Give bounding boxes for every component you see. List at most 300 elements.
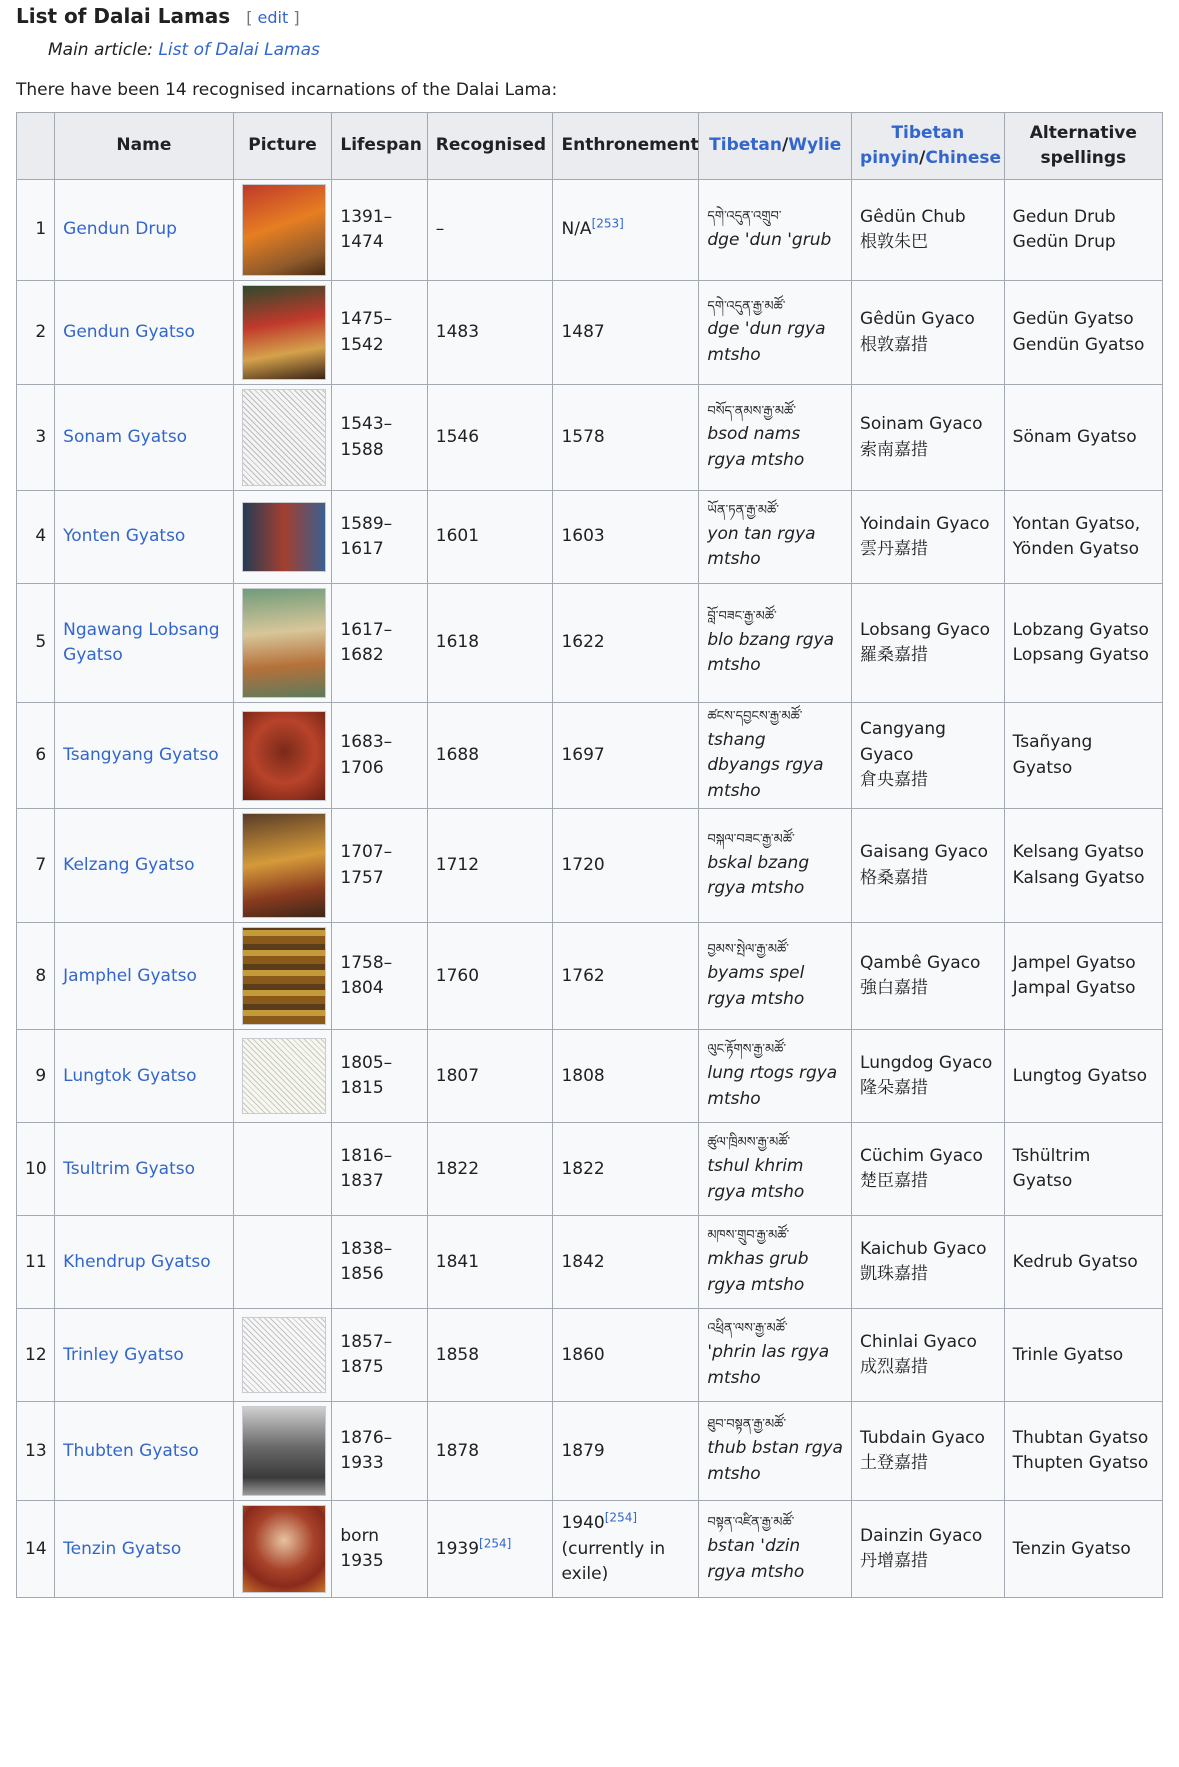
enthronement-value: 1578 <box>561 426 605 447</box>
recognised-cell <box>427 1123 553 1216</box>
alt-spelling-2: Gendün Gyatso <box>1012 334 1145 355</box>
enthronement-cell <box>553 1402 699 1501</box>
recognised-cell <box>427 1030 553 1123</box>
picture-cell <box>233 1309 332 1402</box>
enthronement-cell <box>553 1216 699 1309</box>
alt-spellings-cell <box>1004 180 1162 281</box>
wylie-text: byams spel rgya mtsho <box>707 963 805 1009</box>
lifespan-cell: 1758–1804 <box>332 923 427 1030</box>
alt-spelling-1: Yontan Gyatso, <box>1012 513 1141 534</box>
enthronement-cell <box>553 385 699 491</box>
chinese-text: 凱珠嘉措 <box>860 1264 929 1285</box>
chinese-text: 羅桑嘉措 <box>860 645 929 665</box>
lifespan-cell: 1707–1757 <box>332 809 427 923</box>
enthronement-cell <box>553 491 699 584</box>
tibetan-script: ཐུབ་བསྟན་རྒྱ་མཚོ་ <box>707 1417 787 1433</box>
pinyin-text: Kaichub Gyaco <box>860 1238 987 1259</box>
tibetan-wylie-cell <box>699 1216 852 1309</box>
table-row <box>17 584 1163 703</box>
recognised-value: 1618 <box>435 632 480 653</box>
table-row <box>17 1216 1163 1309</box>
portrait-thumbnail[interactable] <box>242 184 326 276</box>
wylie-text: dge 'dun 'grub <box>707 229 832 250</box>
enthronement-ref-link[interactable]: [254] <box>604 1510 638 1525</box>
picture-cell <box>233 1402 332 1501</box>
name-cell <box>55 584 233 703</box>
wylie-text: bsod nams rgya mtsho <box>707 424 805 470</box>
table-row <box>17 809 1163 923</box>
pinyin-chinese-cell <box>852 1309 1005 1402</box>
pinyin-chinese-cell <box>852 1123 1005 1216</box>
name-cell <box>55 180 233 281</box>
pinyin-chinese-cell <box>852 703 1005 809</box>
recognised-cell <box>427 1402 553 1501</box>
enthronement-value: 1762 <box>561 965 605 986</box>
tibetan-wylie-cell <box>699 180 852 281</box>
lama-name-link[interactable]: Sonam Gyatso <box>63 426 188 447</box>
alt-spellings-cell <box>1004 809 1162 923</box>
table-row <box>17 180 1163 281</box>
enthronement-value: 1879 <box>561 1440 605 1461</box>
enthronement-value: 1603 <box>561 526 605 547</box>
lifespan-cell: 1838–1856 <box>332 1216 427 1309</box>
row-number: 5 <box>17 584 55 703</box>
lama-name-link[interactable]: Jamphel Gyatso <box>63 965 197 986</box>
picture-cell <box>233 281 332 385</box>
row-number: 10 <box>17 1123 55 1216</box>
recognised-ref-link[interactable]: [254] <box>479 1535 512 1550</box>
wylie-text: tshang dbyangs rgya mtsho <box>707 729 824 801</box>
col-recognised-header[interactable]: Recognised <box>427 113 553 180</box>
row-number: 11 <box>17 1216 55 1309</box>
wylie-text: thub bstan rgya mtsho <box>707 1438 843 1484</box>
portrait-thumbnail[interactable] <box>242 588 326 698</box>
wylie-text: dge 'dun rgya mtsho <box>707 319 826 365</box>
name-cell <box>55 923 233 1030</box>
col-name-header[interactable]: Name <box>55 113 233 180</box>
wylie-text: bskal bzang rgya mtsho <box>707 852 810 899</box>
chinese-text: 倉央嘉措 <box>860 770 929 791</box>
alt-spellings-cell <box>1004 1501 1162 1598</box>
alt-spelling-2: Jampal Gyatso <box>1012 978 1136 999</box>
col-tibetan-header: Tibetan/Wylie <box>699 113 852 180</box>
tibetan-wylie-cell <box>699 1309 852 1402</box>
pinyin-text: Dainzin Gyaco <box>860 1525 983 1546</box>
chinese-text: 雲丹嘉措 <box>860 539 929 559</box>
hatnote-prefix: Main article: <box>48 40 154 60</box>
recognised-value: 1878 <box>435 1440 480 1461</box>
enthronement-cell <box>553 180 699 281</box>
recognised-cell <box>427 180 553 281</box>
alt-spellings-cell <box>1004 385 1162 491</box>
lifespan-cell: 1805–1815 <box>332 1030 427 1123</box>
section-title: List of Dalai Lamas <box>16 4 231 28</box>
recognised-cell <box>427 584 553 703</box>
recognised-value: 1858 <box>435 1344 480 1365</box>
alt-spelling-1: Kedrub Gyatso <box>1012 1251 1138 1272</box>
recognised-cell <box>427 923 553 1030</box>
row-number: 1 <box>17 180 55 281</box>
tibetan-script: བསྐལ་བཟང་རྒྱ་མཚོ་ <box>707 831 795 847</box>
picture-cell <box>233 1216 332 1309</box>
picture-cell <box>233 1030 332 1123</box>
edit-section: [ edit ] <box>246 8 300 27</box>
tibetan-pinyin-header-link-top[interactable]: Tibetan <box>891 122 965 143</box>
main-article-link[interactable]: List of Dalai Lamas <box>158 40 320 60</box>
recognised-value: 1546 <box>435 426 480 447</box>
recognised-cell <box>427 385 553 491</box>
chinese-text: 根敦朱巴 <box>860 232 929 252</box>
wylie-text: bstan 'dzin rgya mtsho <box>707 1536 805 1582</box>
alt-spelling-1: Gedün Gyatso <box>1012 309 1134 329</box>
picture-cell <box>233 703 332 809</box>
enthronement-value: 1487 <box>561 321 605 342</box>
table-row <box>17 491 1163 584</box>
table-row <box>17 281 1163 385</box>
pinyin-text: Tubdain Gyaco <box>860 1427 985 1448</box>
pinyin-text: Cüchim Gyaco <box>860 1145 983 1166</box>
chinese-text: 土登嘉措 <box>860 1453 929 1474</box>
alt-spellings-cell <box>1004 1216 1162 1309</box>
wylie-text: 'phrin las rgya mtsho <box>707 1342 830 1388</box>
name-cell <box>55 809 233 923</box>
lama-name-link[interactable]: Ngawang Lobsang Gyatso <box>63 619 220 665</box>
chinese-header-link[interactable]: Chinese <box>925 148 1002 168</box>
name-cell <box>55 1309 233 1402</box>
pinyin-text: Lungdog Gyaco <box>860 1052 993 1073</box>
enthronement-cell <box>553 281 699 385</box>
row-number: 7 <box>17 809 55 923</box>
table-row <box>17 923 1163 1030</box>
lama-name-link[interactable]: Thubten Gyatso <box>63 1440 199 1461</box>
lifespan-cell: 1876–1933 <box>332 1402 427 1501</box>
chinese-text: 楚臣嘉措 <box>860 1171 929 1192</box>
alt-spelling-1: Tenzin Gyatso <box>1012 1538 1131 1559</box>
alt-spelling-1: Gedun Drub <box>1012 206 1116 227</box>
recognised-cell <box>427 1501 553 1598</box>
table-row <box>17 1123 1163 1216</box>
enthronement-ref-link[interactable]: [253] <box>591 216 624 231</box>
alt-spellings-cell <box>1004 1030 1162 1123</box>
header-row <box>17 113 1163 180</box>
table-row <box>17 1402 1163 1501</box>
enthronement-note: (currently in exile) <box>561 1538 666 1585</box>
alt-spelling-2: Kalsang Gyatso <box>1012 867 1145 888</box>
pinyin-text: Lobsang Gyaco <box>860 619 991 640</box>
tibetan-wylie-cell <box>699 281 852 385</box>
row-number: 14 <box>17 1501 55 1598</box>
tibetan-wylie-cell <box>699 1402 852 1501</box>
lifespan-cell: 1683–1706 <box>332 703 427 809</box>
recognised-value: – <box>435 219 445 240</box>
tibetan-wylie-cell <box>699 1123 852 1216</box>
alt-spelling-1: Kelsang Gyatso <box>1012 842 1144 863</box>
lama-name-link[interactable]: Yonten Gyatso <box>63 526 186 547</box>
lama-name-link[interactable]: Trinley Gyatso <box>63 1344 184 1365</box>
alt-spelling-1: Jampel Gyatso <box>1012 952 1136 973</box>
chinese-text: 隆朵嘉措 <box>860 1078 929 1099</box>
recognised-value: 1712 <box>435 855 480 876</box>
enthronement-cell <box>553 1501 699 1598</box>
pinyin-chinese-cell <box>852 584 1005 703</box>
recognised-cell <box>427 281 553 385</box>
name-cell <box>55 281 233 385</box>
picture-cell <box>233 1501 332 1598</box>
pinyin-text: Gaisang Gyaco <box>860 842 988 863</box>
pinyin-chinese-cell <box>852 385 1005 491</box>
edit-link[interactable]: edit <box>257 8 289 27</box>
pinyin-chinese-cell <box>852 809 1005 923</box>
tibetan-wylie-cell <box>699 809 852 923</box>
name-cell <box>55 703 233 809</box>
portrait-thumbnail[interactable] <box>242 285 326 380</box>
name-cell <box>55 491 233 584</box>
picture-cell <box>233 923 332 1030</box>
row-number: 3 <box>17 385 55 491</box>
portrait-thumbnail[interactable] <box>242 1038 326 1114</box>
lama-name-link[interactable]: Tsultrim Gyatso <box>63 1158 195 1179</box>
alt-spelling-1: Lungtog Gyatso <box>1012 1065 1148 1086</box>
enthronement-cell <box>553 809 699 923</box>
chinese-text: 丹增嘉措 <box>860 1551 929 1572</box>
alt-spellings-cell <box>1004 584 1162 703</box>
row-number: 4 <box>17 491 55 584</box>
tibetan-wylie-cell <box>699 1501 852 1598</box>
recognised-value: 1483 <box>435 321 480 342</box>
portrait-thumbnail[interactable] <box>242 1505 326 1593</box>
enthronement-cell <box>553 923 699 1030</box>
enthronement-cell <box>553 584 699 703</box>
picture-cell <box>233 809 332 923</box>
tibetan-script: མཁས་གྲུབ་རྒྱ་མཚོ་ <box>707 1228 790 1244</box>
tibetan-script: བསྟན་འཛིན་རྒྱ་མཚོ་ <box>707 1515 795 1531</box>
col-pinyin-header: Tibetan pinyin/Chinese <box>852 113 1005 180</box>
col-enthronement-header[interactable]: Enthronement <box>553 113 699 180</box>
row-number: 9 <box>17 1030 55 1123</box>
enthronement-value: 1860 <box>561 1344 605 1365</box>
enthronement-cell <box>553 703 699 809</box>
picture-cell <box>233 180 332 281</box>
portrait-thumbnail[interactable] <box>242 1406 326 1496</box>
pinyin-chinese-cell <box>852 491 1005 584</box>
row-number: 8 <box>17 923 55 1030</box>
lifespan-cell: 1475–1542 <box>332 281 427 385</box>
wylie-text: lung rtogs rgya mtsho <box>707 1063 838 1109</box>
lama-name-link[interactable]: Gendun Drup <box>63 219 177 240</box>
enthronement-value: 1697 <box>561 744 605 765</box>
enthronement-value: 1808 <box>561 1065 605 1086</box>
recognised-cell <box>427 703 553 809</box>
pinyin-chinese-cell <box>852 180 1005 281</box>
lifespan-cell: 1543–1588 <box>332 385 427 491</box>
lama-name-link[interactable]: Tsangyang Gyatso <box>63 744 219 765</box>
pinyin-text: Chinlai Gyaco <box>860 1331 977 1352</box>
alt-spelling-1: Sönam Gyatso <box>1012 426 1137 447</box>
hatnote <box>48 40 1163 66</box>
enthronement-cell <box>553 1309 699 1402</box>
row-number: 2 <box>17 281 55 385</box>
alt-spellings-cell <box>1004 1123 1162 1216</box>
chinese-text: 格桑嘉措 <box>860 867 929 888</box>
enthronement-value: N/A <box>561 219 592 240</box>
tibetan-script: ཚངས་དབྱངས་རྒྱ་མཚོ་ <box>707 709 803 724</box>
enthronement-value: 1720 <box>561 855 605 876</box>
recognised-cell <box>427 1309 553 1402</box>
wylie-text: tshul khrim rgya mtsho <box>707 1156 805 1202</box>
picture-cell <box>233 385 332 491</box>
lifespan-cell: 1816–1837 <box>332 1123 427 1216</box>
recognised-value: 1939 <box>435 1538 480 1559</box>
enthronement-value: 1842 <box>561 1251 605 1272</box>
pinyin-text: Soinam Gyaco <box>860 414 983 434</box>
recognised-value: 1841 <box>435 1251 480 1272</box>
table-row <box>17 1309 1163 1402</box>
table-row <box>17 385 1163 491</box>
alt-spelling-2: Gedün Drup <box>1012 232 1116 252</box>
portrait-thumbnail[interactable] <box>242 927 326 1025</box>
enthronement-value: 1622 <box>561 632 605 653</box>
lama-name-link[interactable]: Tenzin Gyatso <box>63 1538 182 1559</box>
alt-spelling-2: Thupten Gyatso <box>1012 1453 1149 1474</box>
tibetan-script: དགེ་འདུན་འགྲུབ་ <box>707 208 782 224</box>
chinese-text: 索南嘉措 <box>860 439 929 460</box>
recognised-value: 1601 <box>435 526 480 547</box>
enthronement-cell <box>553 1030 699 1123</box>
alt-spellings-cell <box>1004 923 1162 1030</box>
lifespan-cell: 1857–1875 <box>332 1309 427 1402</box>
wylie-header-link[interactable]: Wylie <box>788 135 842 156</box>
lifespan-cell: born 1935 <box>332 1501 427 1598</box>
pinyin-text: Cangyang Gyaco <box>860 719 946 765</box>
tibetan-script: ཡོན་ཏན་རྒྱ་མཚོ་ <box>707 503 779 519</box>
enthronement-value: 1940 <box>561 1513 605 1534</box>
picture-cell <box>233 491 332 584</box>
recognised-cell <box>427 809 553 923</box>
recognised-value: 1807 <box>435 1065 480 1086</box>
lifespan-cell: 1391–1474 <box>332 180 427 281</box>
pinyin-text: Gêdün Gyaco <box>860 309 975 329</box>
portrait-thumbnail[interactable] <box>242 389 326 486</box>
recognised-value: 1822 <box>435 1158 480 1179</box>
alt-spellings-cell <box>1004 1402 1162 1501</box>
chinese-text: 成烈嘉措 <box>860 1357 929 1378</box>
portrait-thumbnail[interactable] <box>242 502 326 572</box>
tibetan-header-link[interactable]: Tibetan <box>709 135 782 156</box>
lama-name-link[interactable]: Kelzang Gyatso <box>63 855 195 876</box>
alt-spelling-1: Thubtan Gyatso <box>1012 1427 1149 1448</box>
alt-spellings-cell <box>1004 491 1162 584</box>
tibetan-wylie-cell <box>699 1030 852 1123</box>
wylie-text: yon tan rgya mtsho <box>707 523 816 570</box>
tibetan-pinyin-header-link[interactable]: pinyin <box>860 148 920 168</box>
table-body <box>17 180 1163 1598</box>
tibetan-script: ཚུལ་ཁྲིམས་རྒྱ་མཚོ་ <box>707 1135 791 1151</box>
dalai-lamas-table <box>16 112 1163 1598</box>
pinyin-chinese-cell <box>852 1030 1005 1123</box>
alt-spellings-cell <box>1004 281 1162 385</box>
chinese-text: 強白嘉措 <box>860 978 929 999</box>
tibetan-script: བྱམས་སྤེལ་རྒྱ་མཚོ་ <box>707 942 789 958</box>
lifespan-cell: 1589–1617 <box>332 491 427 584</box>
alt-spellings-cell <box>1004 703 1162 809</box>
tibetan-wylie-cell <box>699 584 852 703</box>
tibetan-wylie-cell <box>699 385 852 491</box>
col-lifespan-header[interactable]: Lifespan <box>332 113 427 180</box>
pinyin-chinese-cell <box>852 1402 1005 1501</box>
alt-spelling-2: Yönden Gyatso <box>1012 539 1139 559</box>
lifespan-cell: 1617–1682 <box>332 584 427 703</box>
col-alt-header[interactable]: Alternative spellings <box>1004 113 1162 180</box>
name-cell <box>55 1216 233 1309</box>
portrait-thumbnail[interactable] <box>242 711 326 801</box>
table-row <box>17 1501 1163 1598</box>
tibetan-script: འཕྲིན་ལས་རྒྱ་མཚོ་ <box>707 1321 788 1337</box>
name-cell <box>55 1030 233 1123</box>
section-heading <box>16 4 1163 34</box>
wylie-text: blo bzang rgya mtsho <box>707 629 835 676</box>
tibetan-script: ལུང་རྟོགས་རྒྱ་མཚོ་ <box>707 1042 787 1058</box>
table-row <box>17 703 1163 809</box>
pinyin-text: Yoindain Gyaco <box>860 513 990 534</box>
pinyin-chinese-cell <box>852 281 1005 385</box>
alt-spellings-cell <box>1004 1309 1162 1402</box>
alt-spelling-1: Tshültrim Gyatso <box>1012 1145 1091 1192</box>
row-number: 13 <box>17 1402 55 1501</box>
col-picture-header: Picture <box>233 113 332 180</box>
picture-cell <box>233 1123 332 1216</box>
picture-cell <box>233 584 332 703</box>
alt-spelling-2: Lopsang Gyatso <box>1012 645 1149 665</box>
recognised-cell <box>427 1216 553 1309</box>
table-row <box>17 1030 1163 1123</box>
recognised-value: 1760 <box>435 965 480 986</box>
name-cell <box>55 1501 233 1598</box>
name-cell <box>55 385 233 491</box>
alt-spelling-1: Lobzang Gyatso <box>1012 619 1149 640</box>
tibetan-script: དགེ་འདུན་རྒྱ་མཚོ་ <box>707 298 786 314</box>
intro-text: There have been 14 recognised incarnations of the Dalai Lama: <box>16 80 558 100</box>
portrait-thumbnail[interactable] <box>242 813 326 918</box>
alt-spelling-1: Tsañyang Gyatso <box>1012 732 1093 778</box>
tibetan-wylie-cell <box>699 703 852 809</box>
lama-name-link[interactable]: Gendun Gyatso <box>63 321 195 342</box>
tibetan-wylie-cell <box>699 923 852 1030</box>
name-cell <box>55 1402 233 1501</box>
recognised-value: 1688 <box>435 744 480 765</box>
lama-name-link[interactable]: Lungtok Gyatso <box>63 1065 197 1086</box>
row-number: 6 <box>17 703 55 809</box>
alt-spelling-1: Trinle Gyatso <box>1012 1344 1124 1365</box>
col-num-header[interactable] <box>17 113 55 180</box>
pinyin-text: Qambê Gyaco <box>860 952 981 973</box>
tibetan-wylie-cell <box>699 491 852 584</box>
pinyin-chinese-cell <box>852 923 1005 1030</box>
enthronement-cell <box>553 1123 699 1216</box>
row-number: 12 <box>17 1309 55 1402</box>
wylie-text: mkhas grub rgya mtsho <box>707 1249 809 1295</box>
enthronement-value: 1822 <box>561 1158 605 1179</box>
name-cell <box>55 1123 233 1216</box>
pinyin-chinese-cell <box>852 1216 1005 1309</box>
pinyin-chinese-cell <box>852 1501 1005 1598</box>
tibetan-script: བསོད་ནམས་རྒྱ་མཚོ་ <box>707 403 797 419</box>
recognised-cell <box>427 491 553 584</box>
chinese-text: 根敦嘉措 <box>860 334 929 355</box>
tibetan-script: བློ་བཟང་རྒྱ་མཚོ་ <box>707 609 777 625</box>
portrait-thumbnail[interactable] <box>242 1317 326 1393</box>
pinyin-text: Gêdün Chub <box>860 206 966 227</box>
lama-name-link[interactable]: Khendrup Gyatso <box>63 1251 211 1272</box>
